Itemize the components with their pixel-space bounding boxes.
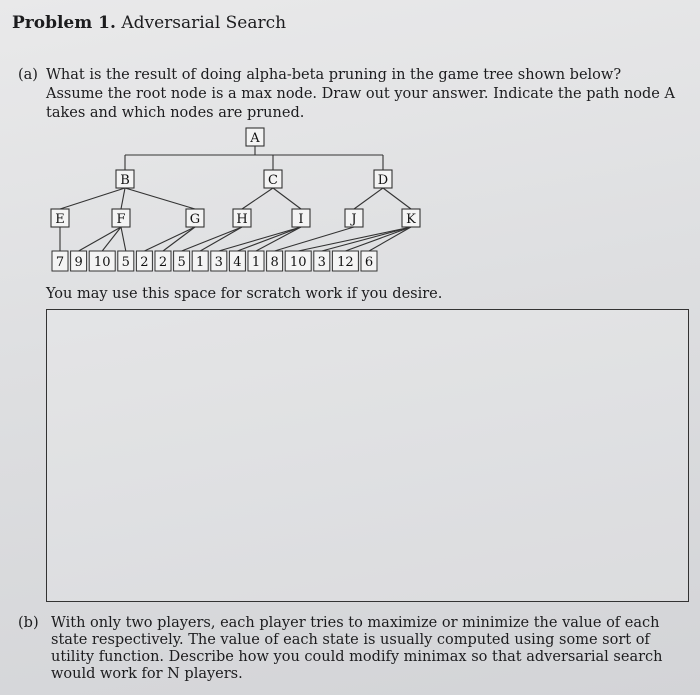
node-J-label: J: [351, 212, 357, 227]
leaf-11: [248, 251, 264, 271]
edge-B-to-E: [60, 188, 125, 209]
leaf-12: [267, 251, 283, 271]
node-J: [345, 209, 363, 227]
edge-F-to-leaf-3: [102, 227, 121, 251]
question-b-label: (b): [18, 615, 39, 631]
edge-D-to-K: [383, 188, 411, 209]
node-G-label: G: [189, 212, 201, 227]
node-G: [186, 209, 204, 227]
leaf-6: [155, 251, 171, 271]
leaf-7: [174, 251, 190, 271]
leaf-7-label: 5: [177, 255, 186, 270]
leaf-9: [211, 251, 227, 271]
question-b-text: With only two players, each player tries to maximize or minimize the value of each state respectively. The value of each state is usually computed using some sort of utility function. Describe how you could modify minimax so that adversarial search would work for N players.: [51, 615, 663, 682]
leaf-10-label: 4: [233, 255, 242, 270]
node-C-label: C: [268, 173, 278, 188]
tree-edges: [60, 146, 411, 251]
leaf-8: [192, 251, 208, 271]
node-E: [51, 209, 69, 227]
edge-K-to-leaf-14: [322, 227, 411, 251]
node-D-label: D: [377, 173, 389, 188]
problem-title: Adversarial Search: [121, 13, 287, 33]
leaf-15: [332, 251, 358, 271]
leaf-4: [118, 251, 134, 271]
leaf-15-label: 12: [337, 255, 354, 270]
leaf-12-label: 8: [270, 255, 279, 270]
node-A-label: A: [250, 131, 260, 146]
leaf-3-label: 10: [93, 255, 111, 270]
node-C: [264, 170, 282, 188]
node-I-label: I: [298, 212, 304, 227]
leaf-3: [89, 251, 115, 271]
edge-H-to-leaf-8: [200, 227, 242, 251]
leaf-2-label: 9: [74, 255, 83, 270]
leaf-5-label: 2: [140, 255, 149, 270]
node-I: [292, 209, 310, 227]
edge-I-to-leaf-9: [219, 227, 301, 251]
game-tree: [0, 0, 700, 290]
edge-F-to-leaf-2: [79, 227, 121, 251]
node-K-label: K: [406, 212, 416, 227]
edge-G-to-leaf-5: [144, 227, 195, 251]
leaf-11-label: 1: [251, 255, 261, 270]
question-a-text: What is the result of doing alpha-beta pruning in the game tree shown below? Assume the root node is a max node. Draw out your answer. Indicate the path node A takes and which nodes are pruned.: [46, 67, 675, 121]
edge-C-to-I: [273, 188, 301, 209]
leaf-14-label: 3: [317, 255, 326, 270]
edge-B-to-F: [121, 188, 125, 209]
scratch-work-area[interactable]: [46, 309, 689, 602]
edge-B-to-G: [125, 188, 195, 209]
problem-number: Problem 1.: [12, 13, 116, 33]
node-B: [116, 170, 134, 188]
leaf-4-label: 5: [121, 255, 130, 270]
node-A: [246, 128, 264, 146]
node-D: [374, 170, 392, 188]
leaf-10: [229, 251, 245, 271]
edge-D-to-J: [354, 188, 383, 209]
node-H-label: H: [236, 212, 248, 227]
leaf-1: [52, 251, 68, 271]
scratch-label: You may use this space for scratch work if you desire.: [46, 286, 443, 302]
node-B-label: B: [120, 173, 130, 188]
node-F-label: F: [116, 212, 126, 227]
node-E-label: E: [55, 212, 65, 227]
leaf-13: [285, 251, 311, 271]
tree-leaves: [52, 251, 377, 271]
leaf-16-label: 6: [364, 255, 374, 270]
leaf-16: [361, 251, 377, 271]
edge-I-to-leaf-10: [237, 227, 301, 251]
question-a-label: (a): [18, 67, 38, 83]
question-b: [18, 615, 678, 683]
edge-F-to-leaf-4: [121, 227, 126, 251]
edge-C-to-H: [242, 188, 273, 209]
leaf-2: [71, 251, 87, 271]
edge-I-to-leaf-11: [256, 227, 301, 251]
leaf-1-label: 7: [55, 255, 65, 270]
leaf-5: [136, 251, 152, 271]
leaf-8-label: 1: [196, 255, 205, 270]
node-F: [112, 209, 130, 227]
edge-K-to-leaf-16: [369, 227, 411, 251]
leaf-13-label: 10: [289, 255, 307, 270]
leaf-14: [314, 251, 330, 271]
leaf-6-label: 2: [158, 255, 168, 270]
tree-nodes: [51, 128, 420, 227]
node-K: [402, 209, 420, 227]
node-H: [233, 209, 251, 227]
leaf-9-label: 3: [214, 255, 223, 270]
